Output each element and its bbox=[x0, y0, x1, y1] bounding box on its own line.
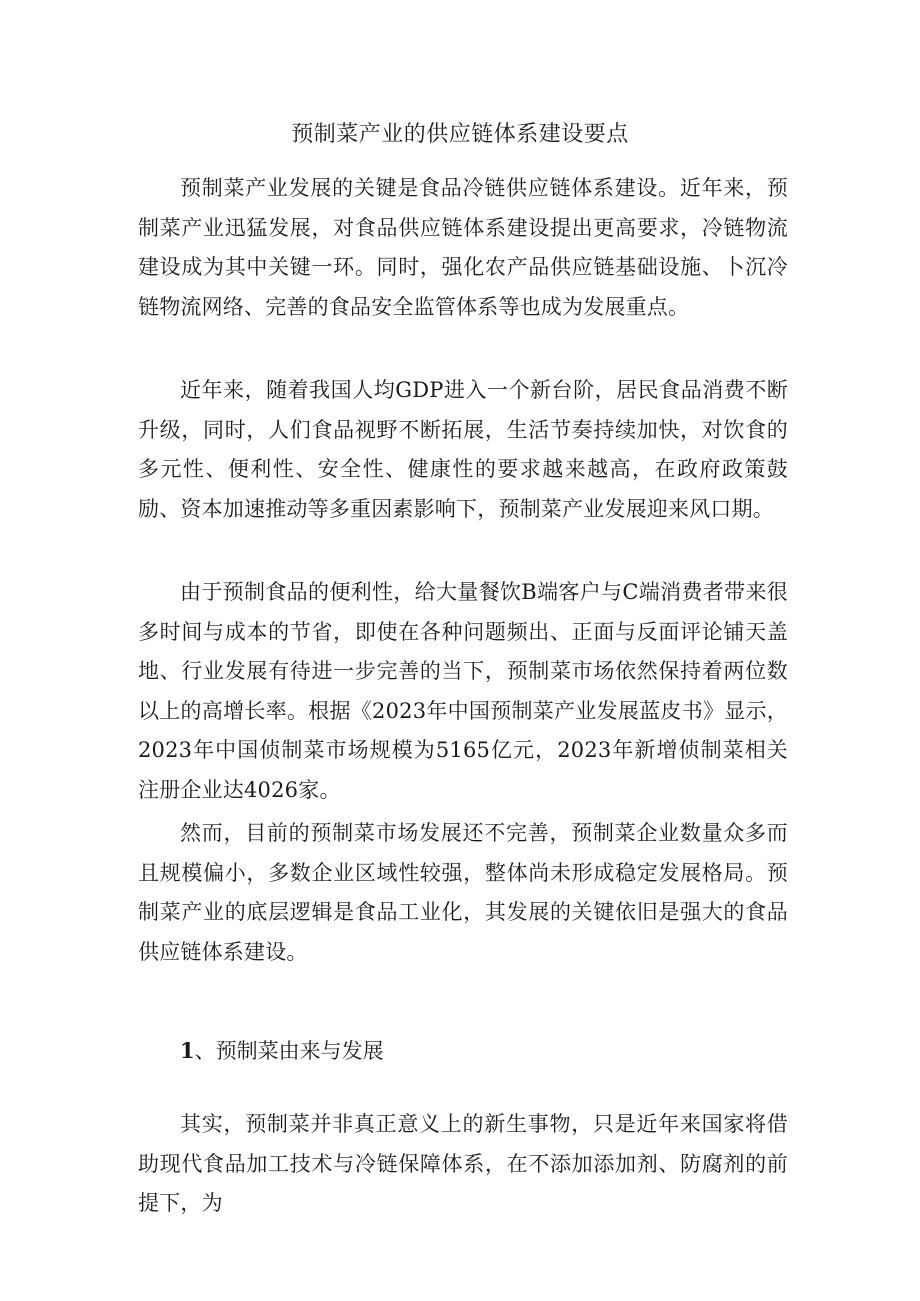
paragraph-market: 由于预制食品的便利性，给大量餐饮B端客户与C端消费者带来很多时间与成本的节省，即使在各种问题频出、正面与反面评论铺天盖地、行业发展有待进一步完善的当下，预制菜市场依然保持着两位数以上的高增长率。根据《2023年中国预制菜产业发展蓝皮书》显示，2023年中国侦制菜市场规模为5165亿元，2023年新增侦制菜相关注册企业达4026家。 bbox=[138, 580, 788, 802]
paragraph-background: 近年来，随着我国人均GDP进入一个新台阶，居民食品消费不断升级，同时，人们食品视野不断拓展，生活节奏持续加快，对饮食的多元性、便利性、安全性、健康性的要求越来越高，在政府政策鼓励、资本加速推动等多重因素影响下，预制菜产业发展迎来风口期。 bbox=[138, 378, 788, 521]
document-title: 预制菜产业的供应链体系建设要点 bbox=[291, 122, 629, 147]
paragraph-intro: 预制菜产业发展的关键是食品冷链供应链体系建设。近年来，预制菜产业迅猛发展，对食品供应链体系建设提出更高要求，冷链物流建设成为其中关键一环。同时，强化农产品供应链基础设施、卜沉冷链物流网络、完善的食品安全监管体系等也成为发展重点。 bbox=[138, 176, 788, 319]
section-heading-text: 、预制菜由来与发展 bbox=[194, 1039, 384, 1063]
paragraph-section-1: 其实，预制菜并非真正意义上的新生事物，只是近年来国家将借助现代食品加工技术与冷链保障体系，在不添加添加剂、防腐剂的前提下，为 bbox=[138, 1112, 788, 1215]
section-number: 1 bbox=[180, 1038, 195, 1063]
section-heading-1 bbox=[180, 1031, 384, 1071]
paragraph-challenges: 然而，目前的预制菜市场发展还不完善，预制菜企业数量众多而且规模偏小，多数企业区域性较强，整体尚未形成稳定发展格局。预制菜产业的底层逻辑是食品工业化，其发展的关键依旧是强大的食品供应链体系建设。 bbox=[138, 821, 788, 964]
